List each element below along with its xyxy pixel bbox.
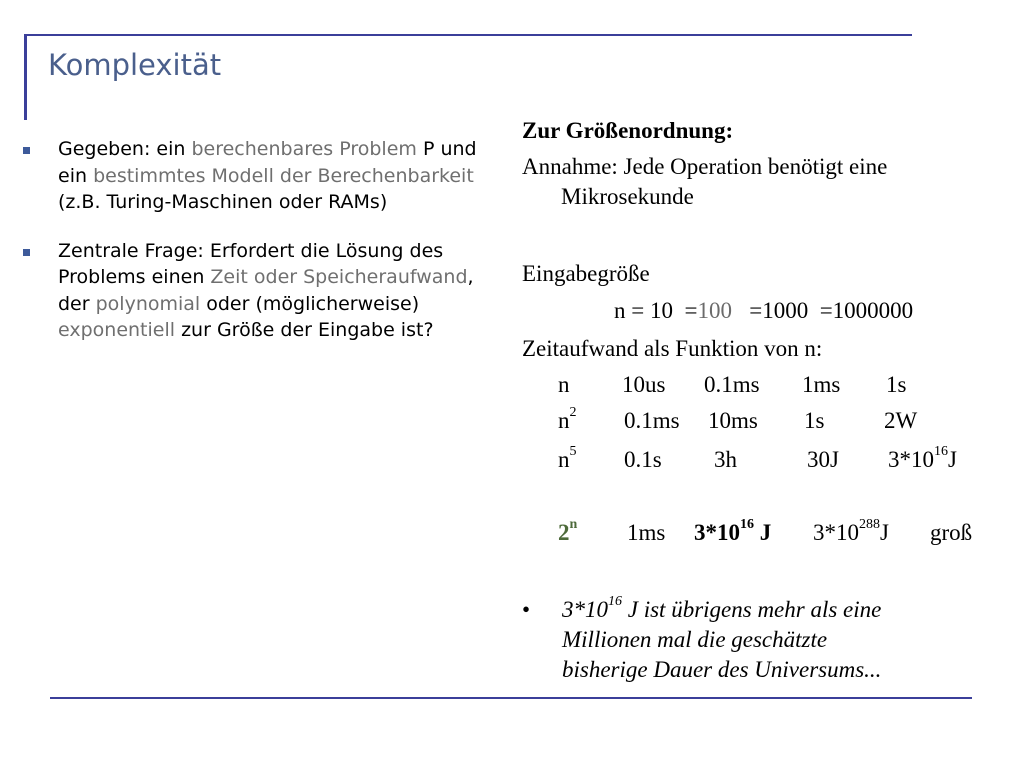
- row-n-c1: 10us: [622, 372, 666, 397]
- square-bullet-icon: [23, 249, 30, 256]
- n-1000000: =1000000: [819, 298, 914, 323]
- left-column: [20, 136, 500, 366]
- eq: =: [684, 298, 698, 323]
- unit: J: [880, 520, 889, 545]
- base: n: [558, 447, 570, 472]
- row-n2-func: [558, 405, 577, 434]
- row-n5-c4: [888, 444, 957, 473]
- text: J ist übrigens mehr als eine: [622, 597, 882, 622]
- row-n2-c2: 10ms: [708, 408, 758, 433]
- base: 2: [558, 520, 570, 545]
- row-2n-c1: 1ms: [627, 520, 666, 545]
- unit: J: [948, 447, 957, 472]
- row-2n-c3: [813, 517, 889, 546]
- row-n5-func: [558, 444, 577, 473]
- row-2n-c2: [694, 517, 772, 546]
- row-n5-c3: 30J: [807, 447, 839, 472]
- exponent: 16: [608, 594, 622, 609]
- text: P und ein: [58, 138, 477, 187]
- zeit-label: Zeitaufwand als Funktion von n:: [522, 336, 823, 361]
- square-bullet-icon: [23, 147, 30, 154]
- base: 3*10: [888, 447, 934, 472]
- bottom-rule: [50, 697, 972, 699]
- bullet-zentrale-frage: [20, 238, 500, 344]
- annahme-line-1: Annahme: Jede Operation benötigt eine: [522, 154, 888, 179]
- row-n-c3: 1ms: [802, 372, 841, 397]
- highlight: Zeit oder Speicheraufwand: [210, 266, 468, 288]
- exponent: 288: [859, 517, 880, 532]
- row-n-c2: 0.1ms: [704, 372, 760, 397]
- heading: Zur Größenordnung:: [522, 118, 734, 143]
- text: zur Größe der Eingabe ist?: [175, 319, 434, 341]
- unit: J: [754, 520, 772, 545]
- bullet-gegeben: [20, 136, 500, 216]
- row-n2-c3: 1s: [804, 408, 825, 433]
- exponent: 5: [569, 444, 577, 459]
- text: oder (möglicherweise): [200, 292, 420, 315]
- row-2n-func: [558, 517, 578, 546]
- slide-title: Komplexität: [48, 48, 222, 82]
- n-100: 100: [697, 298, 732, 323]
- left-vertical-rule: [24, 34, 27, 120]
- row-n-func: n: [558, 372, 570, 397]
- text: Zentrale Frage: Erfordert die Lösung des Problems einen: [58, 239, 444, 288]
- highlight: bestimmtes Modell der Berechenbarkeit: [93, 164, 474, 187]
- top-rule: [24, 34, 912, 36]
- text: , der: [58, 266, 474, 315]
- text: Gegeben: ein: [58, 138, 192, 160]
- n-1000: =1000: [749, 298, 809, 323]
- exponent: 16: [934, 444, 948, 459]
- exponent: n: [569, 517, 578, 532]
- row-2n-c4: groß: [930, 520, 973, 545]
- n-values: [614, 296, 913, 326]
- row-n5-c1: 0.1s: [624, 447, 662, 472]
- base: 3*10: [562, 597, 608, 622]
- note-bullet: •: [522, 597, 531, 622]
- eingabe-label: Eingabegröße: [522, 261, 650, 286]
- note-line-2: Millionen mal die geschätzte: [562, 627, 828, 652]
- note-line-3: bisherige Dauer des Universums...: [562, 657, 882, 682]
- row-n-c4: 1s: [886, 372, 907, 397]
- note-line-1: [562, 594, 882, 623]
- base: n: [558, 408, 570, 433]
- n-eq: n = 10: [614, 298, 673, 323]
- exponent: 2: [569, 405, 577, 420]
- text: (z.B. Turing-Maschinen oder RAMs): [58, 191, 388, 213]
- highlight: exponentiell: [58, 319, 176, 341]
- row-n2-c4: 2W: [884, 408, 918, 433]
- exponent: 16: [740, 517, 754, 532]
- highlight: berechenbares Problem: [191, 138, 417, 160]
- row-n2-c1: 0.1ms: [624, 408, 680, 433]
- highlight: polynomial: [95, 292, 201, 315]
- row-n5-c2: 3h: [714, 447, 737, 472]
- annahme-line-2: Mikrosekunde: [561, 184, 694, 209]
- base: 3*10: [813, 520, 859, 545]
- base: 3*10: [694, 520, 740, 545]
